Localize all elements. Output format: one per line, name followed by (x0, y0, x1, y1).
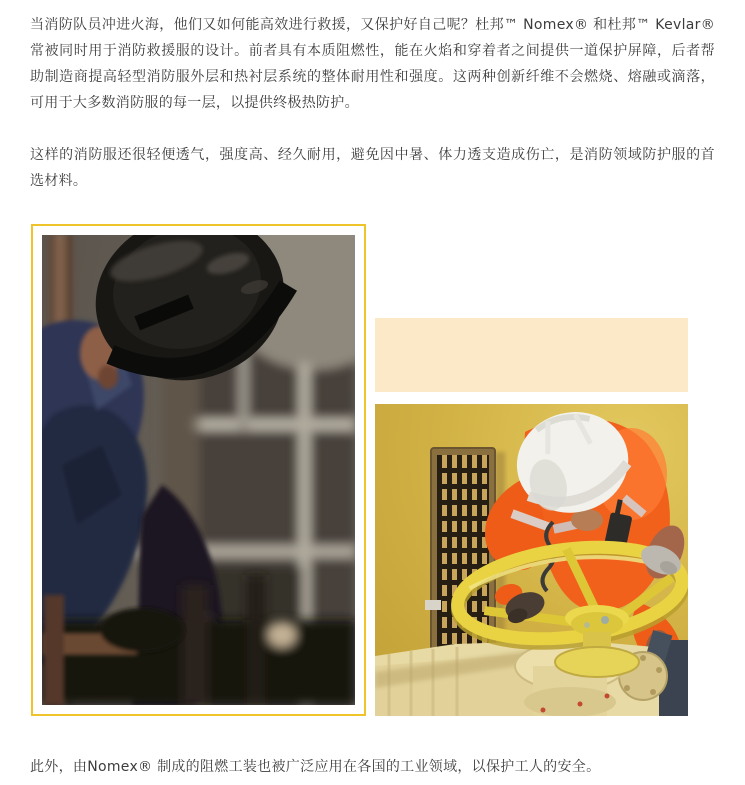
paragraph-industrial-use: 此外，由Nomex® 制成的阻燃工装也被广泛应用在各国的工业领域，以保护工人的安全。 (30, 759, 601, 775)
beige-spacer-block (375, 318, 688, 392)
right-column (375, 224, 688, 716)
valve-worker-photo (375, 404, 688, 716)
dark-worker-photo (42, 235, 355, 705)
paragraph-fire-rescue: 当消防队员冲进火海，他们又如何能高效进行救援，又保护好自己呢？杜邦™ Nomex® 和杜邦™ Kevlar® 常被同时用于消防救援服的设计。前者具有本质阻燃性，能在火焰和穿着者之间提供一道保护屏障，后者帮助制造商提高轻型消防服外层和热衬层系统的整体耐用性和强度。这两种创新纤维不会燃烧、熔融或滴落，可用于大多数消防服的每一层，以提供终极热防护。 (30, 17, 715, 111)
left-photo-frame (31, 224, 366, 716)
paragraph-lightweight: 这样的消防服还很轻便透气，强度高、经久耐用，避免因中暑、体力透支造成伤亡，是消防领域防护服的首选材料。 (30, 147, 715, 189)
right-photo-container (375, 404, 688, 716)
images-row (31, 224, 715, 716)
